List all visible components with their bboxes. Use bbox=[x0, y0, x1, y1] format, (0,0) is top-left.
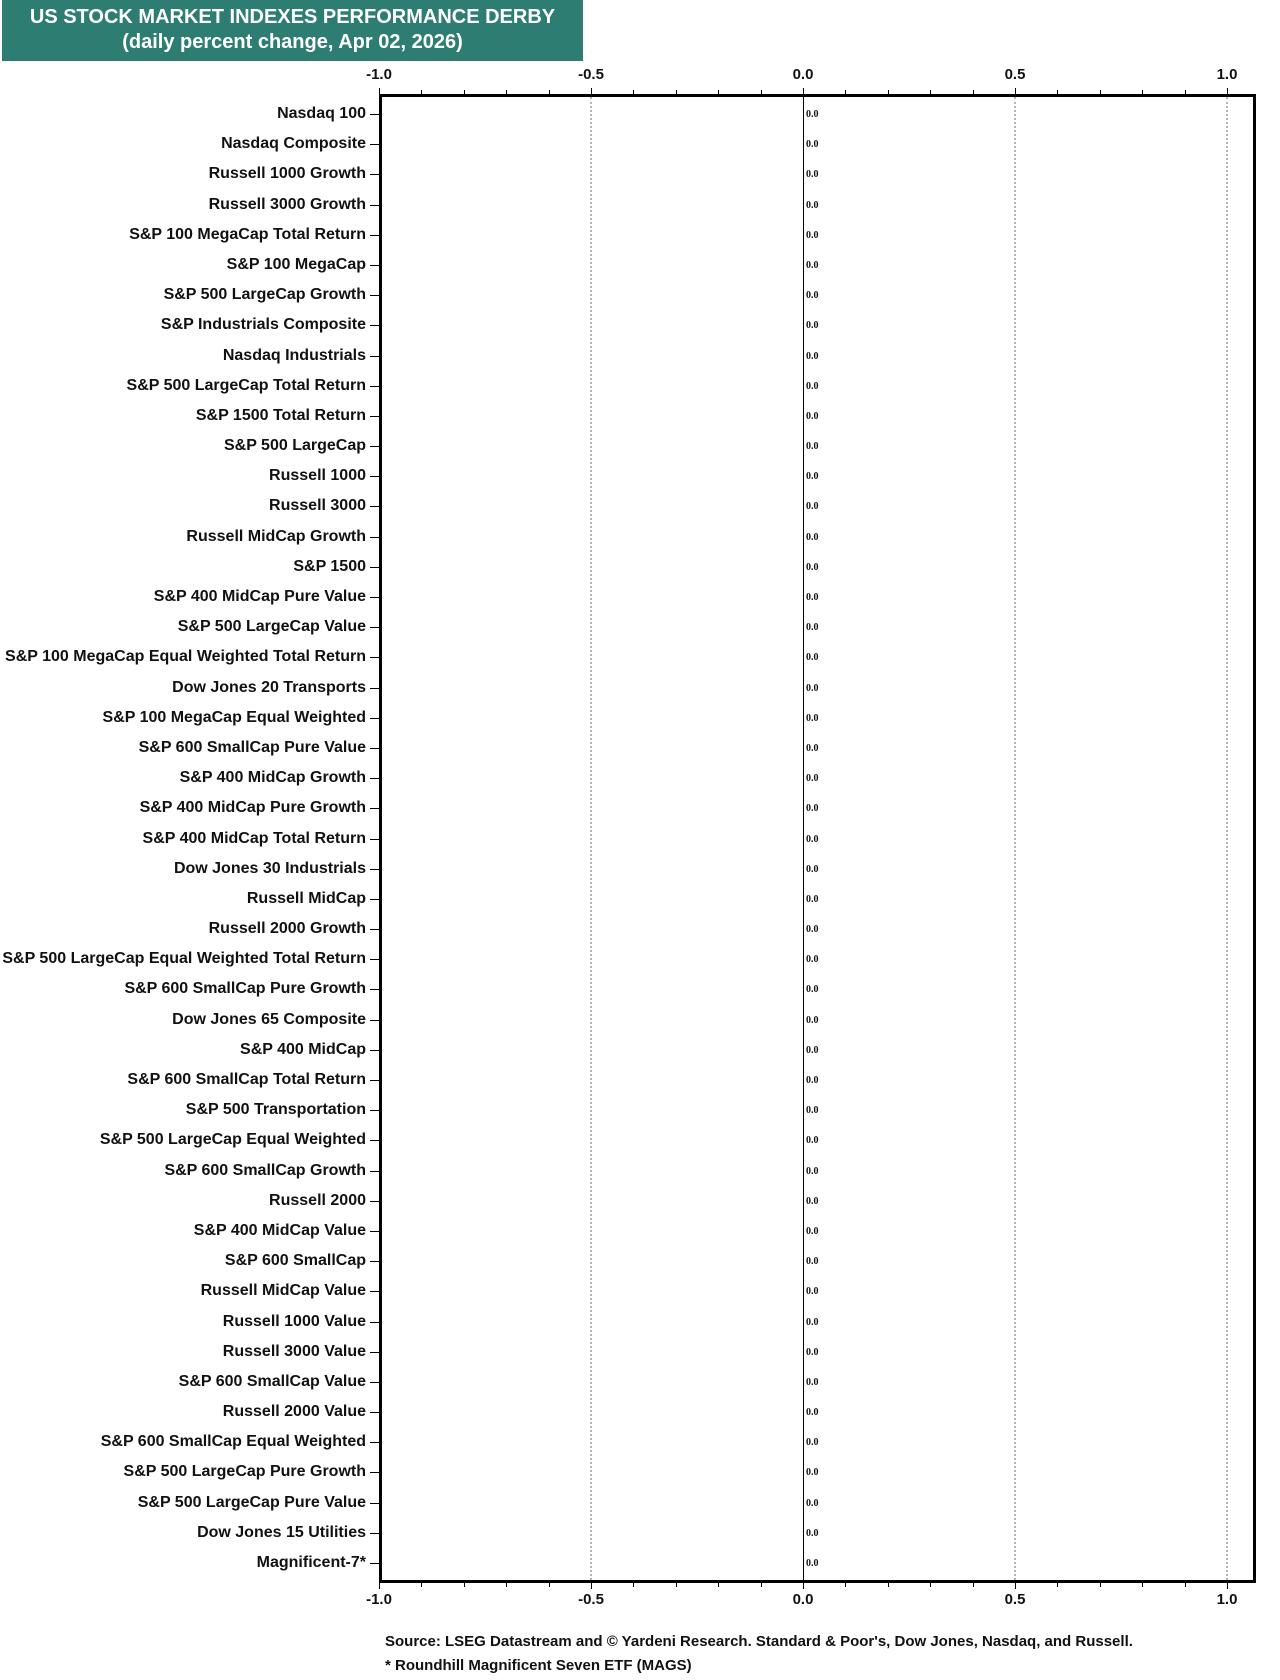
x-tick bbox=[591, 88, 592, 94]
value-label: 0.0 bbox=[806, 139, 819, 151]
category-tick bbox=[370, 386, 379, 387]
category-tick bbox=[370, 1382, 379, 1383]
category-tick bbox=[370, 114, 379, 115]
value-label: 0.0 bbox=[806, 1225, 819, 1237]
x-tick bbox=[803, 1583, 804, 1589]
category-tick bbox=[370, 869, 379, 870]
value-label: 0.0 bbox=[806, 1135, 819, 1147]
value-label: 0.0 bbox=[806, 893, 819, 905]
category-label: Dow Jones 20 Transports bbox=[172, 678, 366, 696]
x-tick bbox=[761, 90, 762, 94]
category-label: S&P 600 SmallCap Pure Growth bbox=[124, 980, 366, 998]
category-tick bbox=[370, 657, 379, 658]
value-label: 0.0 bbox=[806, 1497, 819, 1509]
x-tick bbox=[718, 1583, 719, 1587]
value-label: 0.0 bbox=[806, 501, 819, 513]
category-label: Russell 3000 Growth bbox=[208, 195, 366, 213]
value-label: 0.0 bbox=[806, 169, 819, 181]
category-tick bbox=[370, 1352, 379, 1353]
x-tick-label-top: 0.0 bbox=[792, 66, 814, 83]
x-tick bbox=[506, 90, 507, 94]
category-label: S&P 400 MidCap bbox=[240, 1040, 366, 1058]
x-tick bbox=[888, 90, 889, 94]
value-label: 0.0 bbox=[806, 1407, 819, 1419]
value-label: 0.0 bbox=[806, 622, 819, 634]
value-label: 0.0 bbox=[806, 1527, 819, 1539]
x-tick bbox=[379, 88, 380, 94]
gridline bbox=[590, 97, 592, 1580]
category-tick bbox=[370, 446, 379, 447]
value-label: 0.0 bbox=[806, 350, 819, 362]
category-label: S&P 400 MidCap Value bbox=[193, 1221, 366, 1239]
x-tick-label-bottom: -0.5 bbox=[578, 1591, 604, 1608]
category-label: S&P 400 MidCap Pure Growth bbox=[139, 799, 366, 817]
x-tick bbox=[888, 1583, 889, 1587]
category-tick bbox=[370, 476, 379, 477]
category-tick bbox=[370, 1503, 379, 1504]
value-label: 0.0 bbox=[806, 320, 819, 332]
category-tick bbox=[370, 989, 379, 990]
value-label: 0.0 bbox=[806, 1558, 819, 1570]
category-label: S&P 600 SmallCap Equal Weighted bbox=[100, 1433, 366, 1451]
value-label: 0.0 bbox=[806, 954, 819, 966]
x-tick bbox=[930, 90, 931, 94]
footnote-mags: * Roundhill Magnificent Seven ETF (MAGS) bbox=[385, 1657, 692, 1674]
value-label: 0.0 bbox=[806, 109, 819, 121]
x-tick bbox=[803, 88, 804, 94]
value-label: 0.0 bbox=[806, 1316, 819, 1328]
x-tick bbox=[1227, 1583, 1228, 1589]
x-tick-label-bottom: 0.5 bbox=[1004, 1591, 1026, 1608]
category-tick bbox=[370, 416, 379, 417]
value-label: 0.0 bbox=[806, 1437, 819, 1449]
x-tick-label-top: -1.0 bbox=[366, 66, 392, 83]
category-label: S&P 1500 Total Return bbox=[195, 406, 366, 424]
category-tick bbox=[370, 929, 379, 930]
x-tick bbox=[845, 1583, 846, 1587]
category-tick bbox=[370, 1533, 379, 1534]
value-label: 0.0 bbox=[806, 863, 819, 875]
value-label: 0.0 bbox=[806, 652, 819, 664]
category-tick bbox=[370, 959, 379, 960]
category-tick bbox=[370, 1050, 379, 1051]
category-label: S&P 600 SmallCap bbox=[224, 1252, 366, 1270]
zero-line bbox=[803, 97, 804, 1580]
x-tick bbox=[1015, 88, 1016, 94]
category-label: S&P 600 SmallCap Growth bbox=[164, 1161, 366, 1179]
value-label: 0.0 bbox=[806, 471, 819, 483]
x-tick bbox=[464, 1583, 465, 1587]
value-label: 0.0 bbox=[806, 410, 819, 422]
value-label: 0.0 bbox=[806, 531, 819, 543]
category-label: S&P 500 LargeCap Equal Weighted bbox=[99, 1131, 366, 1149]
value-label: 0.0 bbox=[806, 742, 819, 754]
category-label: S&P 500 LargeCap bbox=[224, 437, 366, 455]
value-label: 0.0 bbox=[806, 561, 819, 573]
x-tick bbox=[845, 90, 846, 94]
x-tick-label-top: 0.5 bbox=[1004, 66, 1026, 83]
value-label: 0.0 bbox=[806, 773, 819, 785]
category-tick bbox=[370, 265, 379, 266]
category-tick bbox=[370, 627, 379, 628]
category-label: S&P 400 MidCap Pure Value bbox=[153, 588, 366, 605]
x-tick bbox=[1185, 90, 1186, 94]
category-label: Dow Jones 65 Composite bbox=[172, 1010, 366, 1028]
x-tick bbox=[1142, 1583, 1143, 1587]
category-label: S&P 600 SmallCap Total Return bbox=[127, 1071, 366, 1088]
value-label: 0.0 bbox=[806, 441, 819, 453]
value-label: 0.0 bbox=[806, 1044, 819, 1056]
category-label: Russell 1000 Growth bbox=[208, 165, 366, 183]
value-label: 0.0 bbox=[806, 1376, 819, 1388]
category-tick bbox=[370, 778, 379, 779]
category-label: S&P 600 SmallCap Pure Value bbox=[138, 738, 366, 756]
value-label: 0.0 bbox=[806, 1467, 819, 1479]
value-label: 0.0 bbox=[806, 712, 819, 724]
category-label: S&P 500 Transportation bbox=[185, 1101, 366, 1119]
category-tick bbox=[370, 597, 379, 598]
source-note: Source: LSEG Datastream and © Yardeni Research. Standard & Poor's, Dow Jones, Nasdaq, and Russell. bbox=[385, 1633, 1133, 1650]
gridline bbox=[1226, 97, 1228, 1580]
x-tick bbox=[1185, 1583, 1186, 1587]
value-label: 0.0 bbox=[806, 229, 819, 241]
category-tick bbox=[370, 1563, 379, 1564]
value-label: 0.0 bbox=[806, 1286, 819, 1298]
category-tick bbox=[370, 1080, 379, 1081]
value-label: 0.0 bbox=[806, 1105, 819, 1117]
x-tick bbox=[591, 1583, 592, 1589]
value-label: 0.0 bbox=[806, 682, 819, 694]
value-label: 0.0 bbox=[806, 259, 819, 271]
x-tick bbox=[1015, 1583, 1016, 1589]
category-label: S&P 1500 bbox=[293, 557, 366, 575]
x-tick bbox=[1227, 88, 1228, 94]
category-label: S&P Industrials Composite bbox=[160, 316, 366, 334]
x-tick bbox=[1100, 1583, 1101, 1587]
category-label: Russell 2000 Value bbox=[222, 1403, 366, 1421]
category-label: Nasdaq Composite bbox=[221, 135, 366, 153]
x-tick bbox=[973, 1583, 974, 1587]
category-label: Dow Jones 30 Industrials bbox=[173, 859, 366, 877]
category-label: S&P 500 LargeCap Value bbox=[177, 618, 366, 636]
category-tick bbox=[370, 1472, 379, 1473]
value-label: 0.0 bbox=[806, 1195, 819, 1207]
x-tick bbox=[761, 1583, 762, 1587]
category-label: Russell 3000 bbox=[269, 497, 366, 515]
category-tick bbox=[370, 1291, 379, 1292]
category-tick bbox=[370, 1201, 379, 1202]
category-label: Russell MidCap Value bbox=[200, 1282, 366, 1300]
category-tick bbox=[370, 567, 379, 568]
title-banner bbox=[2, 0, 583, 61]
category-tick bbox=[370, 325, 379, 326]
category-tick bbox=[370, 1412, 379, 1413]
gridline bbox=[1014, 97, 1016, 1580]
x-tick-label-bottom: 0.0 bbox=[792, 1591, 814, 1608]
category-label: S&P 100 MegaCap Total Return bbox=[129, 225, 366, 243]
x-tick bbox=[1057, 1583, 1058, 1587]
category-label: Russell 2000 bbox=[269, 1191, 366, 1209]
category-label: Russell 1000 Value bbox=[222, 1312, 366, 1330]
category-label: Russell 3000 Value bbox=[222, 1342, 366, 1360]
value-label: 0.0 bbox=[806, 592, 819, 604]
category-label: S&P 500 LargeCap Pure Growth bbox=[123, 1463, 366, 1481]
category-tick bbox=[370, 537, 379, 538]
x-tick bbox=[1100, 90, 1101, 94]
category-tick bbox=[370, 144, 379, 145]
category-label: Russell 1000 bbox=[269, 467, 366, 485]
x-tick bbox=[1142, 90, 1143, 94]
x-tick bbox=[379, 1583, 380, 1589]
x-tick-label-bottom: -1.0 bbox=[366, 1591, 392, 1608]
category-tick bbox=[370, 506, 379, 507]
category-label: S&P 500 LargeCap Pure Value bbox=[137, 1493, 366, 1511]
category-tick bbox=[370, 688, 379, 689]
category-label: Magnificent-7* bbox=[256, 1554, 366, 1571]
category-label: S&P 400 MidCap Growth bbox=[179, 769, 366, 787]
category-label: Russell MidCap Growth bbox=[186, 527, 366, 545]
category-tick bbox=[370, 205, 379, 206]
value-label: 0.0 bbox=[806, 984, 819, 996]
x-tick bbox=[676, 1583, 677, 1587]
category-label: S&P 100 MegaCap Equal Weighted Total Return bbox=[5, 648, 366, 666]
category-tick bbox=[370, 1261, 379, 1262]
value-label: 0.0 bbox=[806, 803, 819, 815]
x-tick-label-top: -0.5 bbox=[578, 66, 604, 83]
category-label: Dow Jones 15 Utilities bbox=[197, 1523, 366, 1541]
category-label: S&P 100 MegaCap Equal Weighted bbox=[102, 708, 366, 726]
category-tick bbox=[370, 1171, 379, 1172]
x-tick bbox=[1057, 90, 1058, 94]
value-label: 0.0 bbox=[806, 1346, 819, 1358]
category-label: Russell MidCap bbox=[246, 889, 366, 907]
category-tick bbox=[370, 356, 379, 357]
category-label: Nasdaq Industrials bbox=[222, 346, 366, 364]
x-tick bbox=[506, 1583, 507, 1587]
x-tick-label-top: 1.0 bbox=[1216, 66, 1238, 83]
x-tick bbox=[633, 1583, 634, 1587]
value-label: 0.0 bbox=[806, 1165, 819, 1177]
x-tick bbox=[633, 90, 634, 94]
category-label: S&P 600 SmallCap Value bbox=[178, 1372, 366, 1390]
x-tick bbox=[718, 90, 719, 94]
category-tick bbox=[370, 899, 379, 900]
x-tick bbox=[973, 90, 974, 94]
category-tick bbox=[370, 718, 379, 719]
category-label: Nasdaq 100 bbox=[277, 105, 366, 122]
value-label: 0.0 bbox=[806, 1014, 819, 1026]
category-label: Russell 2000 Growth bbox=[208, 920, 366, 938]
category-tick bbox=[370, 295, 379, 296]
value-label: 0.0 bbox=[806, 833, 819, 845]
value-label: 0.0 bbox=[806, 924, 819, 936]
value-label: 0.0 bbox=[806, 1075, 819, 1087]
category-tick bbox=[370, 808, 379, 809]
value-label: 0.0 bbox=[806, 199, 819, 211]
x-tick bbox=[549, 1583, 550, 1587]
category-tick bbox=[370, 1442, 379, 1443]
x-tick bbox=[464, 90, 465, 94]
category-label: S&P 400 MidCap Total Return bbox=[142, 829, 366, 847]
x-tick bbox=[421, 90, 422, 94]
value-label: 0.0 bbox=[806, 1256, 819, 1268]
x-tick-label-bottom: 1.0 bbox=[1216, 1591, 1238, 1608]
value-label: 0.0 bbox=[806, 380, 819, 392]
category-tick bbox=[370, 1020, 379, 1021]
value-label: 0.0 bbox=[806, 290, 819, 302]
chart-title: US STOCK MARKET INDEXES PERFORMANCE DERBY bbox=[29, 6, 556, 28]
category-tick bbox=[370, 1231, 379, 1232]
category-tick bbox=[370, 839, 379, 840]
category-label: S&P 500 LargeCap Equal Weighted Total Return bbox=[2, 950, 366, 968]
x-tick bbox=[676, 90, 677, 94]
x-tick bbox=[549, 90, 550, 94]
category-label: S&P 100 MegaCap bbox=[226, 255, 366, 273]
category-tick bbox=[370, 1110, 379, 1111]
x-tick bbox=[421, 1583, 422, 1587]
x-tick bbox=[930, 1583, 931, 1587]
chart-subtitle: (daily percent change, Apr 02, 2026) bbox=[122, 31, 463, 53]
category-tick bbox=[370, 1140, 379, 1141]
category-tick bbox=[370, 748, 379, 749]
category-label: S&P 500 LargeCap Total Return bbox=[126, 376, 366, 394]
category-tick bbox=[370, 1322, 379, 1323]
category-tick bbox=[370, 174, 379, 175]
category-label: S&P 500 LargeCap Growth bbox=[163, 286, 366, 304]
category-tick bbox=[370, 235, 379, 236]
